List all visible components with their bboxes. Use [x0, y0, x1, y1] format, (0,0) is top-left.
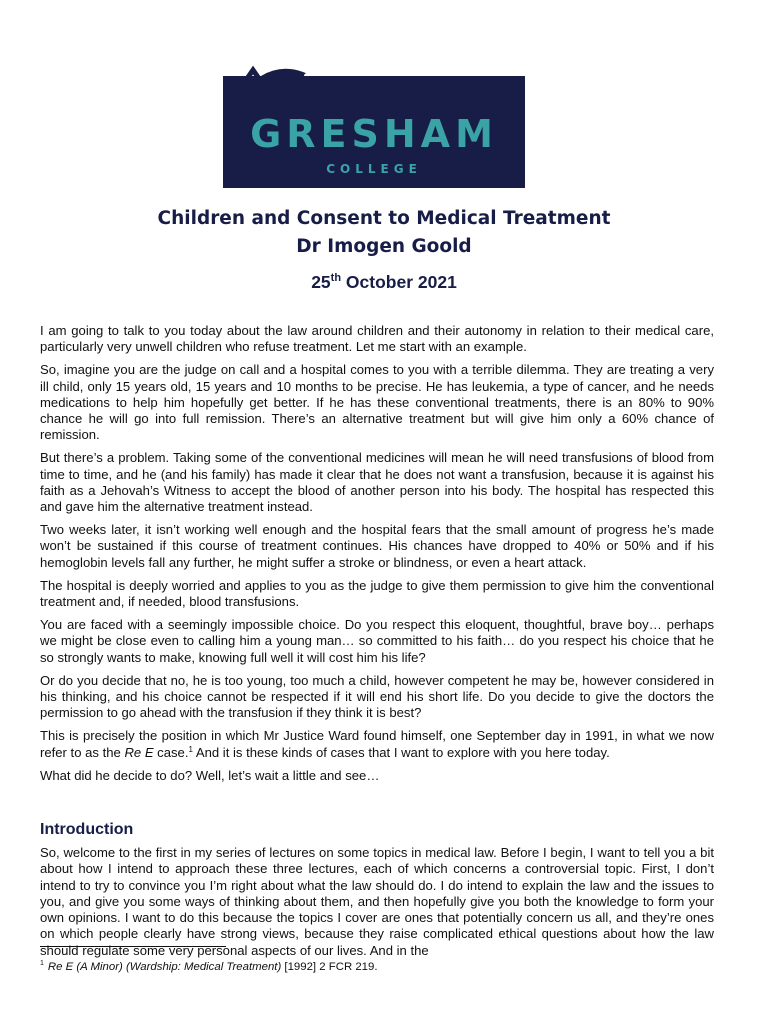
- footnote-marker: 1: [40, 960, 44, 967]
- date-day: 25: [311, 272, 331, 292]
- paragraph: So, imagine you are the judge on call and a hospital comes to you with a terrible dilemma. They are treating a very ill child, only 15 years old, 15 years and 10 months to be precise. He has leukemia, a type of cancer, and he needs medications to help him hopefully get better. If he has these conventional treatments, there is an 80% to 90% chance he will go into full remission. There’s an alternative treatment but will give him only a 60% chance of remission.: [40, 362, 714, 443]
- paragraph-text: case.: [153, 744, 189, 760]
- lecture-body: [40, 323, 714, 966]
- section-heading: Introduction: [40, 821, 134, 839]
- date-month-year: October 2021: [341, 272, 457, 292]
- footnote: [40, 960, 378, 973]
- paragraph: You are faced with a seemingly impossible choice. Do you respect this eloquent, thoughtful, brave boy… perhaps we might be close even to calling him a young man… so committed to his faith… do you respect his choice that he so strongly wants to make, knowing full well it will cost him his life?: [40, 617, 714, 665]
- footnote-reference[interactable]: 1: [188, 744, 193, 754]
- paragraph: The hospital is deeply worried and applies to you as the judge to give them permission to give him the conventional treatment and, if needed, blood transfusions.: [40, 577, 714, 610]
- paragraph: But there’s a problem. Taking some of the conventional medicines will mean he will need transfusions of blood from time to time, and he (and his family) has made it clear that he does not want a transfusion, because it is against his faith as a Jehovah’s Witness to accept the blood of another person into his body. The hospital has respected this and gave him the alternative treatment instead.: [40, 450, 714, 515]
- lecture-title: Children and Consent to Medical Treatment: [157, 208, 611, 229]
- paragraph: I am going to talk to you today about the law around children and their autonomy in relation to their medical care, particularly very unwell children who refuse treatment. Let me start with an example.: [40, 323, 714, 355]
- logo-subtitle: COLLEGE: [326, 162, 422, 176]
- paragraph-text: This is precisely the position in which Mr Justice Ward found himself, one September day in 1991, in what we now refer to as the: [40, 728, 714, 760]
- footnote-divider: [40, 946, 226, 947]
- paragraph: So, welcome to the first in my series of lectures on some topics in medical law. Before I begin, I want to tell you a bit about how I intend to approach these three lectures, each of which concerns a controversial topic. First, I don’t intend to try to convince you I’m right about what the law should do. I do intend to explain the law and the issues to you, and give you some ways of thinking about them, and then hopefully give you both the knowledge to form your own opinions. I want to do this because the topics I cover are ones that potentially concern us all, and they’re ones on which people clearly have strong views, because they raise complicated ethical questions about how the law should regulate some very personal aspects of our lives. And in the: [40, 845, 714, 958]
- footnote-citation: [1992] 2 FCR 219.: [281, 961, 378, 973]
- paragraph: What did he decide to do? Well, let’s wait a little and see…: [40, 767, 380, 783]
- date-suffix: th: [330, 272, 342, 284]
- paragraph: [40, 728, 714, 760]
- logo-name: GRESHAM: [250, 112, 498, 156]
- paragraph-text: And it is these kinds of cases that I want to explore with you here today.: [192, 744, 610, 760]
- footnote-case: Re E (A Minor) (Wardship: Medical Treatment): [47, 961, 282, 973]
- lecture-date: [0, 272, 768, 293]
- case-name: Re E: [124, 744, 154, 760]
- gresham-college-logo: [223, 62, 525, 188]
- paragraph: Or do you decide that no, he is too young, too much a child, however competent he may be, however considered in his thinking, and his choice cannot be respected if it will end his short life. Do you decide to give the doctors the permission to go ahead with the transfusion if they think it is best?: [40, 672, 714, 721]
- lecture-author: Dr Imogen Goold: [296, 236, 472, 257]
- paragraph: Two weeks later, it isn’t working well enough and the hospital fears that the small amount of progress he’s made won’t be sustained if this course of treatment continues. His chances have dropped to 40% or 50% and if his hemoglobin levels fall any further, he might suffer a stroke or blindness, or even a heart attack.: [40, 522, 714, 570]
